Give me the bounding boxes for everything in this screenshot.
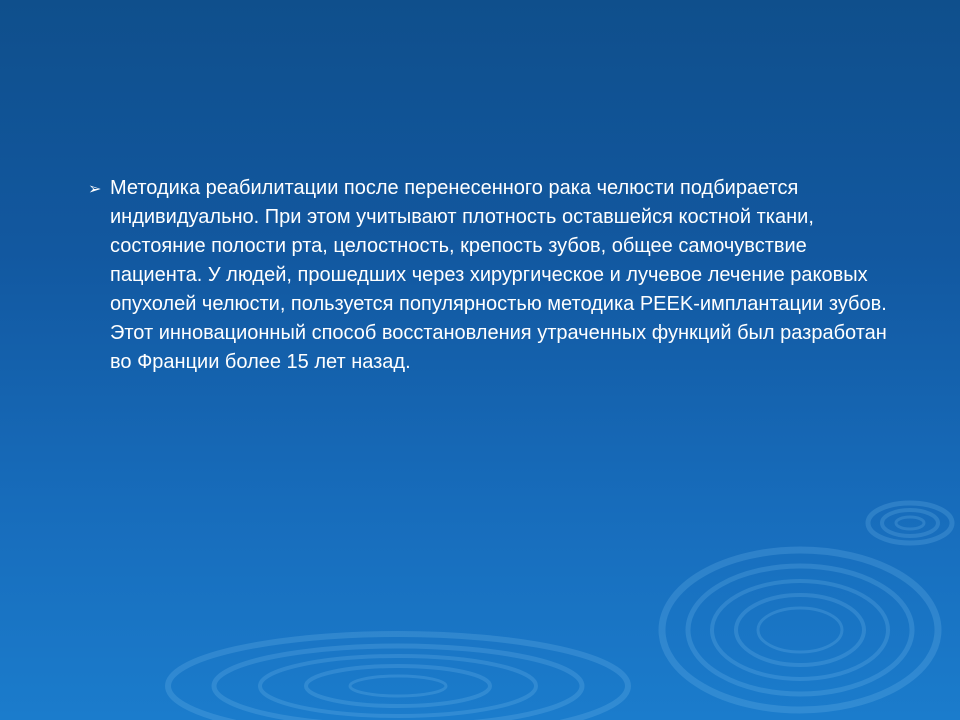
chevron-right-icon: ➢ [88,181,102,198]
bullet-text: Методика реабилитации после перенесенного рака челюсти подбирается индивидуально. При этом учитывают плотность оставшейся костной ткани, состояние полости рта, целостность, крепость зубов, общее самочувствие пациента. У людей, прошедших через хирургическое и лучевое лечение раковых опухолей челюсти, пользуется популярностью методика PEEK-имплантации зубов. Этот инновационный способ восстановления утраченных функций был разработан во Франции более 15 лет назад. [110,177,887,373]
slide-content [88,174,898,377]
bullet-item [88,174,898,377]
